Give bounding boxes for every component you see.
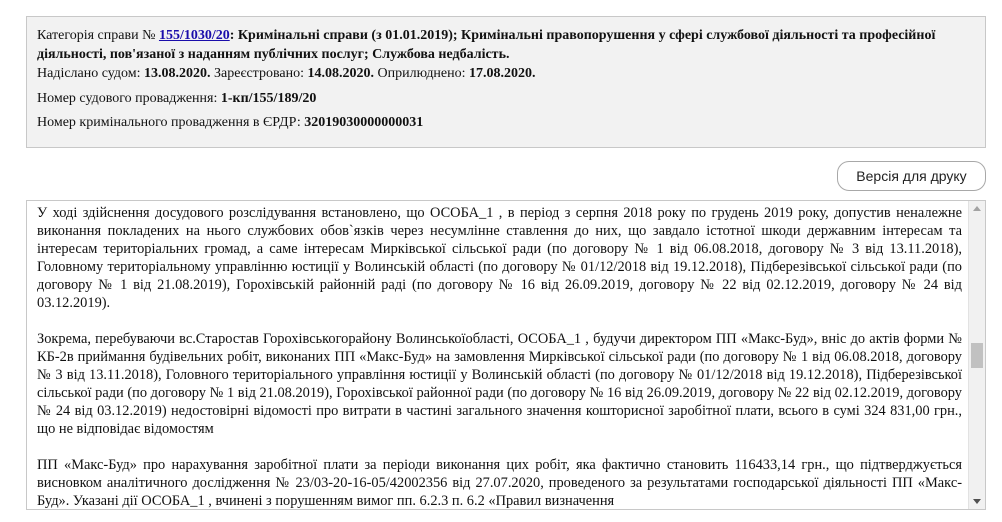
print-version-button[interactable]: Версія для друку — [837, 161, 986, 191]
decision-text-content — [37, 204, 962, 510]
criminal-proceeding-label: Номер кримінального провадження в ЄРДР: — [37, 115, 301, 130]
case-category-line: Категорія справи № 155/1030/20: Кримінальні справи (з 01.01.2019); Кримінальні правопорушення у сфері службової діяльності та професійної діяльності, пов'язаної з наданням публічних послуг; Службова недбалість. — [37, 28, 936, 62]
registered-label: Зареєстровано: — [214, 66, 304, 81]
published-label: Оприлюднено: — [377, 66, 466, 81]
criminal-proceeding-line — [37, 113, 975, 132]
decision-paragraph: У ході здійснення досудового розслідування встановлено, що ОСОБА_1 , в період з серпня 2018 року по грудень 2019 року, допустив неналежне виконання покладених на нього службових обов`язків через несумлінне ставлення до них, що завдало істотної шкоди державним інтересам та інтересам територіальних громад, а саме інтересам Мирківської сільської ради (по договору № 1 від 06.08.2018, договору № 3 від 13.11.2018), Головному територіальному управлінню юстиції у Волинській області (по договору № 01/12/2018 від 19.12.2018), Підберезівської сільської ради (по договору № 1 від 21.08.2019), Горохівській районній раді (по договору № 16 від 26.09.2019, договору № 22 від 02.12.2019, договору № 24 від 03.12.2019). — [37, 205, 962, 311]
vertical-scrollbar[interactable] — [968, 201, 985, 509]
court-proceeding-label: Номер судового провадження: — [37, 91, 218, 106]
scroll-down-arrow-icon[interactable] — [973, 499, 981, 504]
sent-date: 13.08.2020. — [144, 66, 211, 81]
court-proceeding-line — [37, 89, 975, 108]
court-proceeding-number: 1-кп/155/189/20 — [220, 91, 317, 106]
published-date: 17.08.2020. — [469, 66, 536, 81]
decision-paragraph: ПП «Макс-Буд» про нарахування заробітної плати за періоди виконання цих робіт, яка фактично становить 116433,14 грн., що підтверджується висновком аналітичного дослідження № 23/03-20-16-05/42002356 від 27.07.2020, проведеного за результатами господарської діяльності ПП «Макс-Буд». Указані дії ОСОБА_1 , вчинені з порушенням вимог пп. 6.2.3 п. 6.2 «Правил визначення — [37, 457, 962, 509]
registered-date: 14.08.2020. — [307, 66, 374, 81]
scroll-thumb[interactable] — [971, 343, 983, 368]
case-info-panel — [26, 16, 986, 148]
sent-label: Надіслано судом: — [37, 66, 141, 81]
scroll-up-arrow-icon[interactable] — [973, 206, 981, 211]
criminal-proceeding-number: 32019030000000031 — [304, 115, 424, 130]
category-value: Кримінальні справи (з 01.01.2019); Кримінальні правопорушення у сфері службової діяльності та професійної діяльності, пов'язаної з наданням публічних послуг; Службова недбалість. — [37, 28, 936, 62]
dates-line — [37, 64, 975, 83]
case-number-link[interactable]: 155/1030/20 — [158, 28, 230, 43]
decision-text-panel[interactable] — [26, 200, 986, 510]
decision-paragraph: Зокрема, перебуваючи вс.Старостав Горохівськогорайону Волинськоїобласті, ОСОБА_1 , будучи директором ПП «Макс-Буд», вніс до актів форми № КБ-2в приймання будівельних робіт, виконаних ПП «Макс-Буд» на замовлення Мирківської сільської ради (по договору № 1 від 06.08.2018, договору № 3 від 13.11.2018), Головного територіального управління юстиції у Волинській області (по договору № 01/12/2018 від 19.12.2018), Підберезівської сільської ради (по договору № 1 від 21.08.2019), Горохівської районної ради (по договору № 16 від 26.09.2019, договору № 22 від 02.12.2019, договору № 24 від 03.12.2019) недостовірні відомості про витрати в частині загального значення кошторисної заробітної плати, всього в сумі 324 831,00 грн., що не відповідає відомостям — [37, 331, 962, 437]
category-label: Категорія справи № — [37, 28, 156, 43]
